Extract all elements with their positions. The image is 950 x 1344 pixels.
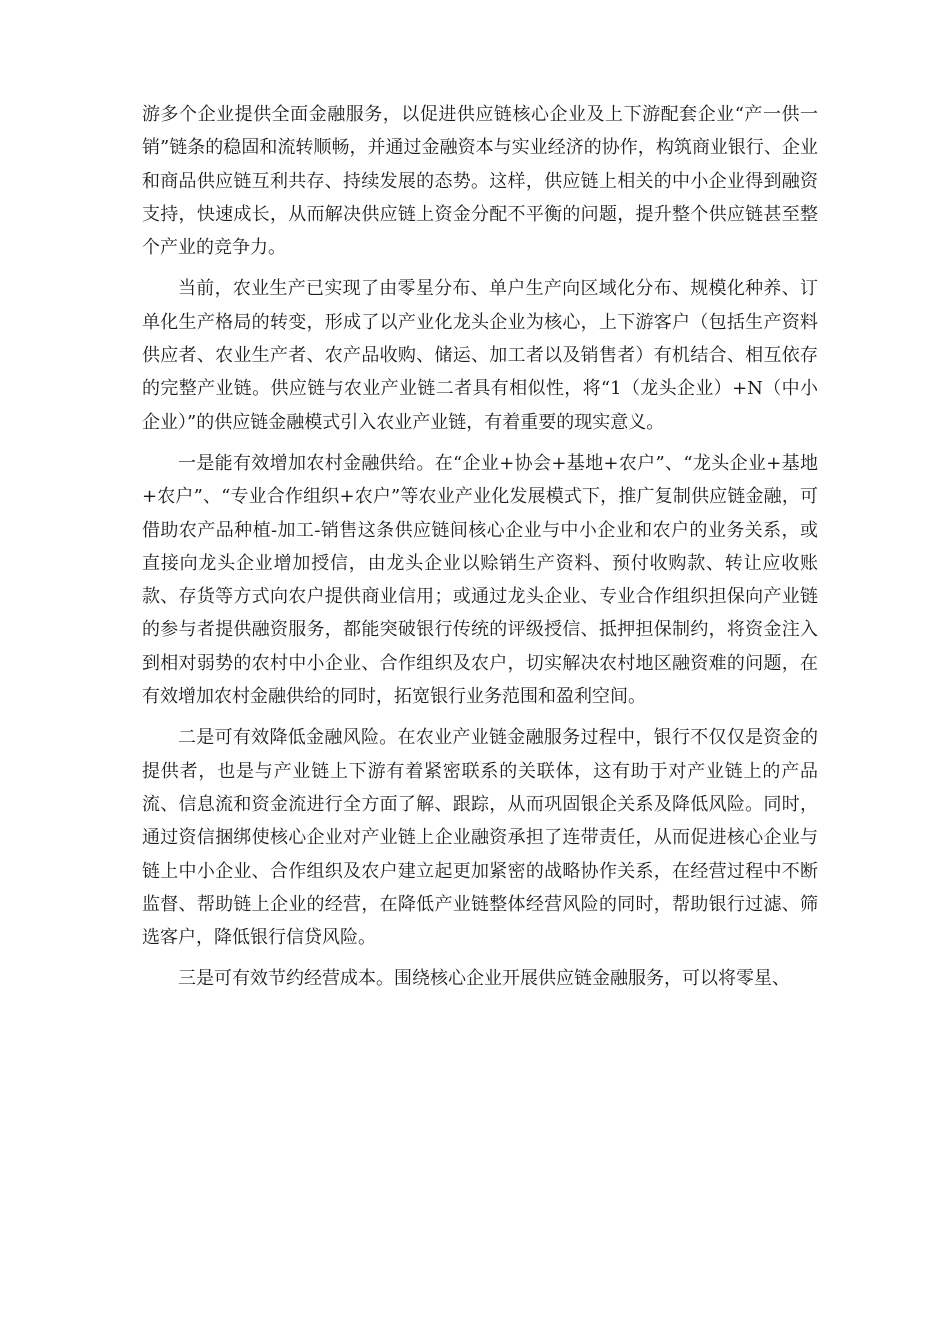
document-page: [142, 98, 818, 1004]
paragraph-3: 一是能有效增加农村金融供给。在“企业+协会+基地+农户”、“龙头企业+基地+农户”、“专业合作组织+农户”等农业产业化发展模式下，推广复制供应链金融，可借助农产品种植-加工-销售这条供应链间核心企业与中小企业和农户的业务关系，或直接向龙头企业增加授信，由龙头企业以赊销生产资料、预付收购款、转让应收账款、存货等方式向农户提供商业信用；或通过龙头企业、专业合作组织担保向产业链的参与者提供融资服务，都能突破银行传统的评级授信、抵押担保制约，将资金注入到相对弱势的农村中小企业、合作组织及农户，切实解决农村地区融资难的问题，在有效增加农村金融供给的同时，拓宽银行业务范围和盈利空间。: [142, 452, 818, 708]
paragraph-5: 三是可有效节约经营成本。围绕核心企业开展供应链金融服务，可以将零星、: [178, 968, 790, 990]
paragraph-2: 当前，农业生产已实现了由零星分布、单户生产向区域化分布、规模化种养、订单化生产格局的转变，形成了以产业化龙头企业为核心，上下游客户（包括生产资料供应者、农业生产者、农产品收购、储运、加工者以及销售者）有机结合、相互依存的完整产业链。供应链与农业产业链二者具有相似性，将“1（龙头企业）+N（中小企业）”的供应链金融模式引入农业产业链，有着重要的现实意义。: [142, 278, 818, 433]
paragraph-4: 二是可有效降低金融风险。在农业产业链金融服务过程中，银行不仅仅是资金的提供者，也是与产业链上下游有着紧密联系的关联体，这有助于对产业链上的产品流、信息流和资金流进行全方面了解、跟踪，从而巩固银企关系及降低风险。同时，通过资信捆绑使核心企业对产业链上企业融资承担了连带责任，从而促进核心企业与链上中小企业、合作组织及农户建立起更加紧密的战略协作关系，在经营过程中不断监督、帮助链上企业的经营，在降低产业链整体经营风险的同时，帮助银行过滤、筛选客户，降低银行信贷风险。: [142, 727, 818, 949]
paragraph-1: 游多个企业提供全面金融服务，以促进供应链核心企业及上下游配套企业“产一供一销”链条的稳固和流转顺畅，并通过金融资本与实业经济的协作，构筑商业银行、企业和商品供应链互利共存、持续发展的态势。这样，供应链上相关的中小企业得到融资支持，快速成长，从而解决供应链上资金分配不平衡的问题，提升整个供应链甚至整个产业的竞争力。: [142, 104, 818, 259]
